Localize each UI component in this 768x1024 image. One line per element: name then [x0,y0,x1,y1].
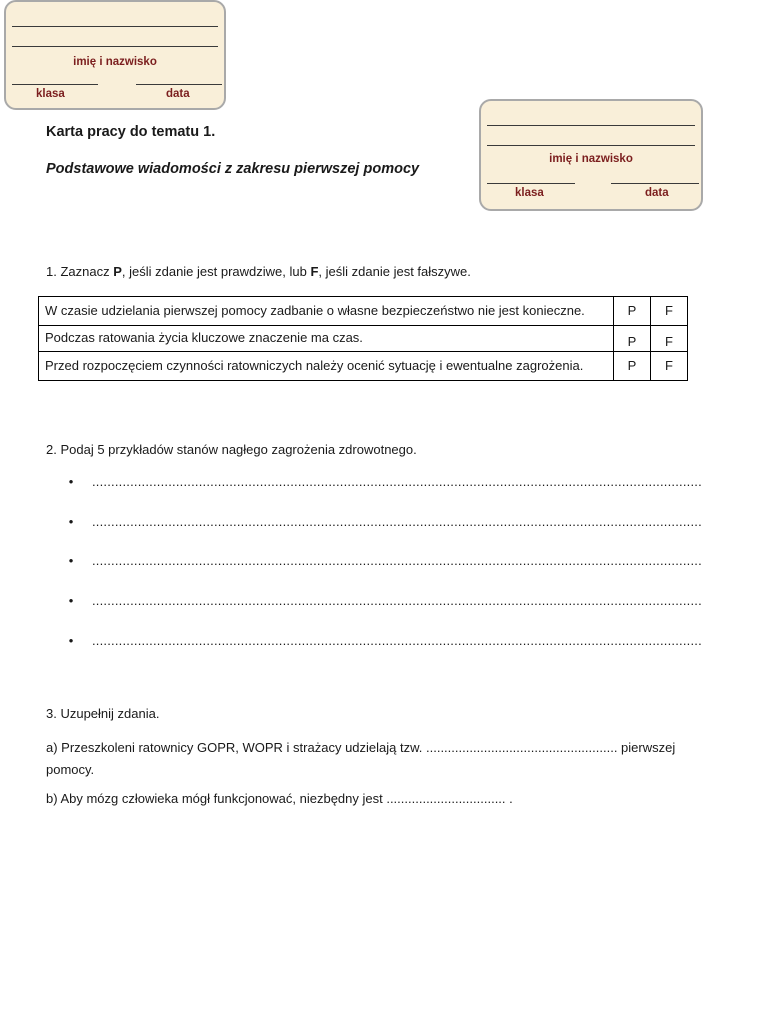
statement-cell: W czasie udzielania pierwszej pomocy zadbanie o własne bezpieczeństwo nie jest konieczne. [39,297,614,326]
bullet-icon: • [68,474,74,489]
page-title: Karta pracy do tematu 1. [46,124,216,140]
p-option[interactable]: P [614,326,651,352]
date-label: data [166,88,190,100]
answer-line[interactable]: ................................................................................................................................................................ [92,474,702,489]
table-row [39,297,688,326]
answer-line[interactable]: ................................................................................................................................................................ [92,633,702,648]
class-label: klasa [515,187,544,199]
task1-p-letter: P [113,264,122,279]
task1-prefix: 1. Zaznacz [46,264,114,279]
bullet-icon: • [68,633,74,648]
task1-instruction [46,263,471,281]
p-option[interactable]: P [614,297,651,326]
class-line[interactable] [12,84,98,85]
answer-row[interactable] [66,553,728,571]
name-line-1[interactable] [12,26,218,27]
statement-cell: Przed rozpoczęciem czynności ratowniczych należy ocenić sytuację i ewentualne zagrożenia. [39,352,614,381]
f-option[interactable]: F [651,352,688,381]
task1-middle: , jeśli zdanie jest prawdziwe, lub [121,264,311,279]
class-label: klasa [36,88,65,100]
task1-suffix: , jeśli zdanie jest fałszywe. [318,264,471,279]
true-false-table [38,296,688,381]
f-option[interactable]: F [651,297,688,326]
name-line-2[interactable] [487,145,695,146]
name-box-top [4,0,226,110]
date-label: data [645,187,669,199]
task3-item-b[interactable]: b) Aby mózg człowieka mógł funkcjonować, niezbędny jest ................................. . [46,791,513,806]
answer-line[interactable]: ................................................................................................................................................................ [92,593,702,608]
answer-row[interactable] [66,633,728,651]
name-label: imię i nazwisko [73,56,157,68]
date-line[interactable] [611,183,699,184]
answer-row[interactable] [66,514,728,532]
name-box-right [479,99,703,211]
answer-row[interactable] [66,474,728,492]
name-line-2[interactable] [12,46,218,47]
class-line[interactable] [487,183,575,184]
task2-instruction: 2. Podaj 5 przykładów stanów nagłego zagrożenia zdrowotnego. [46,442,417,457]
answer-line[interactable]: ................................................................................................................................................................ [92,553,702,568]
bullet-icon: • [68,514,74,529]
bullet-icon: • [68,553,74,568]
table-row [39,352,688,381]
f-option[interactable]: F [651,326,688,352]
name-line-1[interactable] [487,125,695,126]
p-option[interactable]: P [614,352,651,381]
answer-row[interactable] [66,593,728,611]
date-line[interactable] [136,84,222,85]
task1-f-letter: F [310,264,319,279]
answer-line[interactable]: ................................................................................................................................................................ [92,514,702,529]
name-label: imię i nazwisko [549,153,633,165]
task3-item-a[interactable]: a) Przeszkoleni ratownicy GOPR, WOPR i strażacy udzielają tzw. ..................................................... pierwszej pomocy. [46,740,676,777]
bullet-icon: • [68,593,74,608]
task3-instruction: 3. Uzupełnij zdania. [46,706,160,721]
table-row [39,326,688,352]
page-subtitle: Podstawowe wiadomości z zakresu pierwszej pomocy [46,161,420,177]
statement-cell: Podczas ratowania życia kluczowe znaczenie ma czas. [39,326,614,352]
